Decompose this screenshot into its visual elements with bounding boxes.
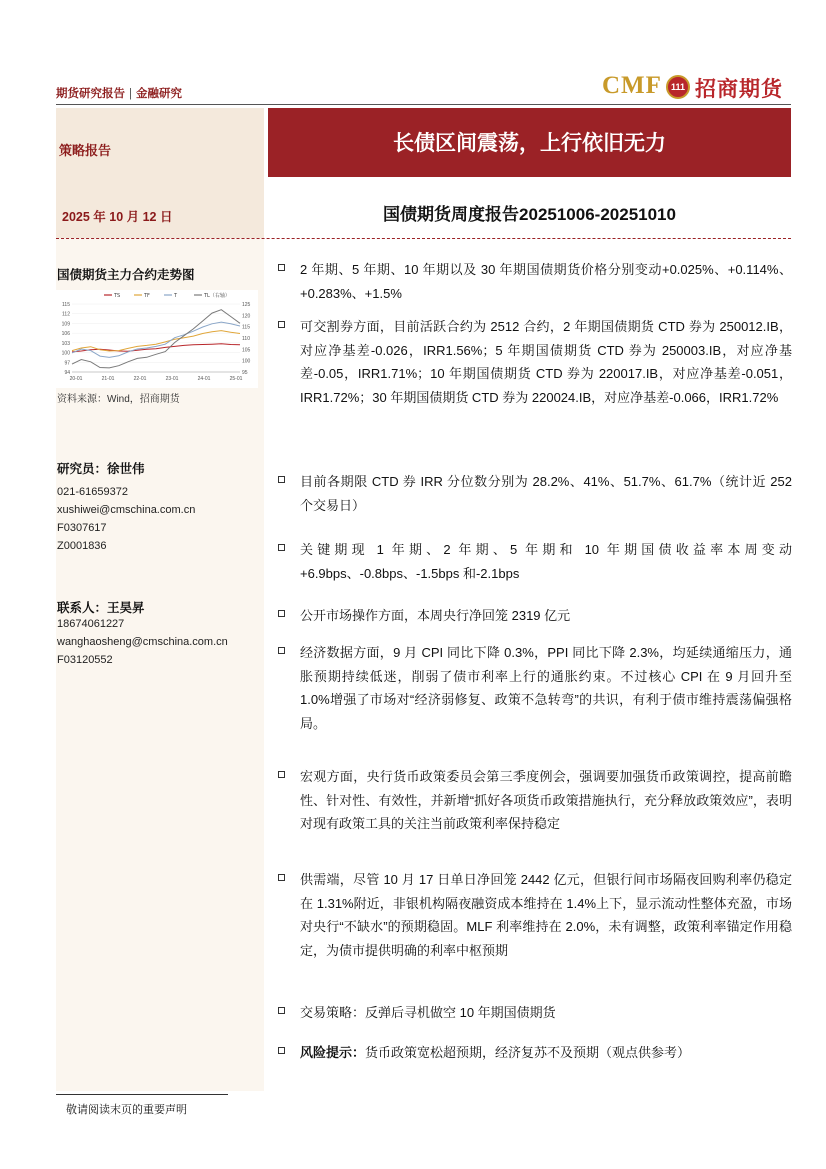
bullet-square-icon — [278, 874, 285, 881]
y-left-tick-label: 112 — [62, 311, 70, 318]
bullet-square-icon — [278, 321, 285, 328]
report-date: 2025 年 10 月 12 日 — [62, 210, 173, 224]
bullet-trading-strategy: 交易策略：反弹后寻机做空 10 年期国债期货 — [278, 1001, 792, 1025]
x-tick-label: 21-01 — [101, 376, 115, 382]
y-right-tick-label: 105 — [242, 347, 251, 354]
risk-warning-label: 风险提示： — [300, 1045, 366, 1060]
x-tick-label: 25-01 — [229, 376, 243, 382]
report-headline: 长债区间震荡，上行依旧无力 — [268, 108, 791, 177]
x-tick-label: 24-01 — [197, 376, 211, 382]
report-category-line — [56, 85, 182, 101]
bullet-square-icon — [278, 771, 285, 778]
y-right-tick-label: 110 — [242, 336, 250, 342]
researcher-license-1: F0307617 — [57, 522, 107, 534]
bullet-price-change: 2 年期、5 年期、10 年期以及 30 年期国债期货价格分别变动+0.025%、+0.114%、+0.283%、+1.5% — [278, 258, 792, 305]
bullet-square-icon — [278, 610, 285, 617]
category-separator: | — [129, 88, 132, 100]
x-tick-label: 22-01 — [133, 376, 147, 382]
bullet-irr-percentile: 目前各期限 CTD 券 IRR 分位数分别为 28.2%、41%、51.7%、61.7%（统计近 252 个交易日） — [278, 470, 792, 517]
x-tick-label: 20-01 — [69, 376, 83, 382]
header-divider — [56, 104, 791, 105]
legend-label: TS — [114, 293, 121, 299]
chart-title: 国债期货主力合约走势图 — [57, 268, 195, 282]
bullet-economic-data: 经济数据方面，9 月 CPI 同比下降 0.3%，PPI 同比下降 2.3%，均延续通缩压力，通胀预期持续低迷，削弱了债市利率上行的通胀约束。不过核心 CPI 在 9 月回升至 1.0%增强了市场对“经济弱修复、政策不急转弯”的共识，有利于债市维持震荡偏强格局。 — [278, 641, 792, 735]
bullet-risk-warning — [278, 1041, 792, 1065]
report-type: 策略报告 — [59, 143, 112, 158]
bullet-supply-demand: 供需端，尽管 10 月 17 日单日净回笼 2442 亿元，但银行间市场隔夜回购利率仍稳定在 1.31%附近，非银机构隔夜融资成本维持在 1.4%上下，显示流动性整体充盈，市场对央行“不缺水”的预期稳固。MLF 利率维持在 2.0%，未有调整，政策利率锚定作用稳定，为债市提供明确的利率中枢预期 — [278, 868, 792, 962]
chart-source: 资料来源：Wind，招商期货 — [57, 394, 180, 405]
contact-phone: 18674061227 — [57, 618, 125, 630]
bullet-square-icon — [278, 264, 285, 271]
researcher-phone: 021-61659372 — [57, 486, 128, 498]
y-right-tick-label: 95 — [242, 370, 248, 376]
logo-badge-icon: 111 — [666, 75, 690, 99]
contact-email[interactable]: wanghaosheng@cmschina.com.cn — [57, 636, 228, 648]
researcher-license-2: Z0001836 — [57, 540, 107, 552]
y-right-tick-label: 125 — [242, 302, 251, 308]
title-divider — [56, 238, 791, 239]
x-tick-label: 23-01 — [165, 376, 179, 382]
bullet-square-icon — [278, 476, 285, 483]
researcher-label: 研究员：徐世伟 — [57, 462, 145, 476]
y-left-tick-label: 103 — [61, 340, 70, 347]
bullet-macro: 宏观方面，央行货币政策委员会第三季度例会，强调要加强货币政策调控，提高前瞻性、针对性、有效性，并新增“抓好各项货币政策措施执行，充分释放政策效应”，表明对现有政策工具的关注当前政策利率保持稳定 — [278, 765, 792, 836]
bullet-square-icon — [278, 647, 285, 654]
report-subcategory: 金融研究 — [136, 88, 182, 100]
risk-warning-text: 货币政策宽松超预期，经济复苏不及预期（观点供参考） — [365, 1045, 691, 1060]
report-subtitle: 国债期货周度报告20251006-20251010 — [383, 205, 676, 224]
bullet-square-icon — [278, 544, 285, 551]
y-right-tick-label: 120 — [242, 313, 251, 320]
y-right-tick-label: 100 — [242, 358, 251, 365]
logo-company-name: 招商期货 — [695, 78, 783, 101]
y-left-tick-label: 106 — [61, 331, 70, 338]
legend-label: TL（右轴） — [204, 293, 230, 299]
company-logo — [602, 70, 792, 104]
y-left-tick-label: 109 — [61, 321, 70, 328]
futures-trend-chart-svg — [56, 290, 258, 388]
chart-background — [56, 290, 258, 388]
y-right-tick-label: 115 — [242, 324, 250, 331]
bullet-square-icon — [278, 1047, 285, 1054]
bullet-square-icon — [278, 1007, 285, 1014]
bullet-ctd-bonds: 可交割券方面，目前活跃合约为 2512 合约，2 年期国债期货 CTD 券为 250012.IB，对应净基差-0.026，IRR1.56%；5 年期国债期货 CTD 券为 250003.IB，对应净基差-0.05，IRR1.71%；10 年期国债期货 CTD 券为 220017.IB，对应净基差-0.051，IRR1.72%；30 年期国债期货 CTD 券为 220024.IB，对应净基差-0.066，IRR1.72% — [278, 315, 792, 409]
researcher-email[interactable]: xushiwei@cmschina.com.cn — [57, 504, 196, 516]
y-left-tick-label: 115 — [62, 302, 70, 308]
legend-label: TF — [144, 293, 150, 299]
y-left-tick-label: 97 — [64, 360, 70, 367]
futures-trend-chart — [56, 290, 258, 388]
contact-label: 联系人：王昊昇 — [57, 601, 145, 615]
y-left-tick-label: 94 — [64, 370, 70, 376]
bullet-open-market: 公开市场操作方面，本周央行净回笼 2319 亿元 — [278, 604, 792, 628]
footer-divider — [56, 1094, 228, 1095]
contact-license: F03120552 — [57, 654, 113, 666]
logo-cmf-text: CMF — [602, 72, 662, 99]
legend-label: T — [174, 293, 178, 299]
y-left-tick-label: 100 — [61, 350, 70, 357]
disclaimer-notice[interactable]: 敬请阅读末页的重要声明 — [66, 1104, 187, 1116]
report-category: 期货研究报告 — [56, 88, 125, 100]
bullet-yield-change: 关键期现 1 年期、2 年期、5 年期和 10 年期国债收益率本周变动+6.9bps、-0.8bps、-1.5bps 和-2.1bps — [278, 538, 792, 585]
